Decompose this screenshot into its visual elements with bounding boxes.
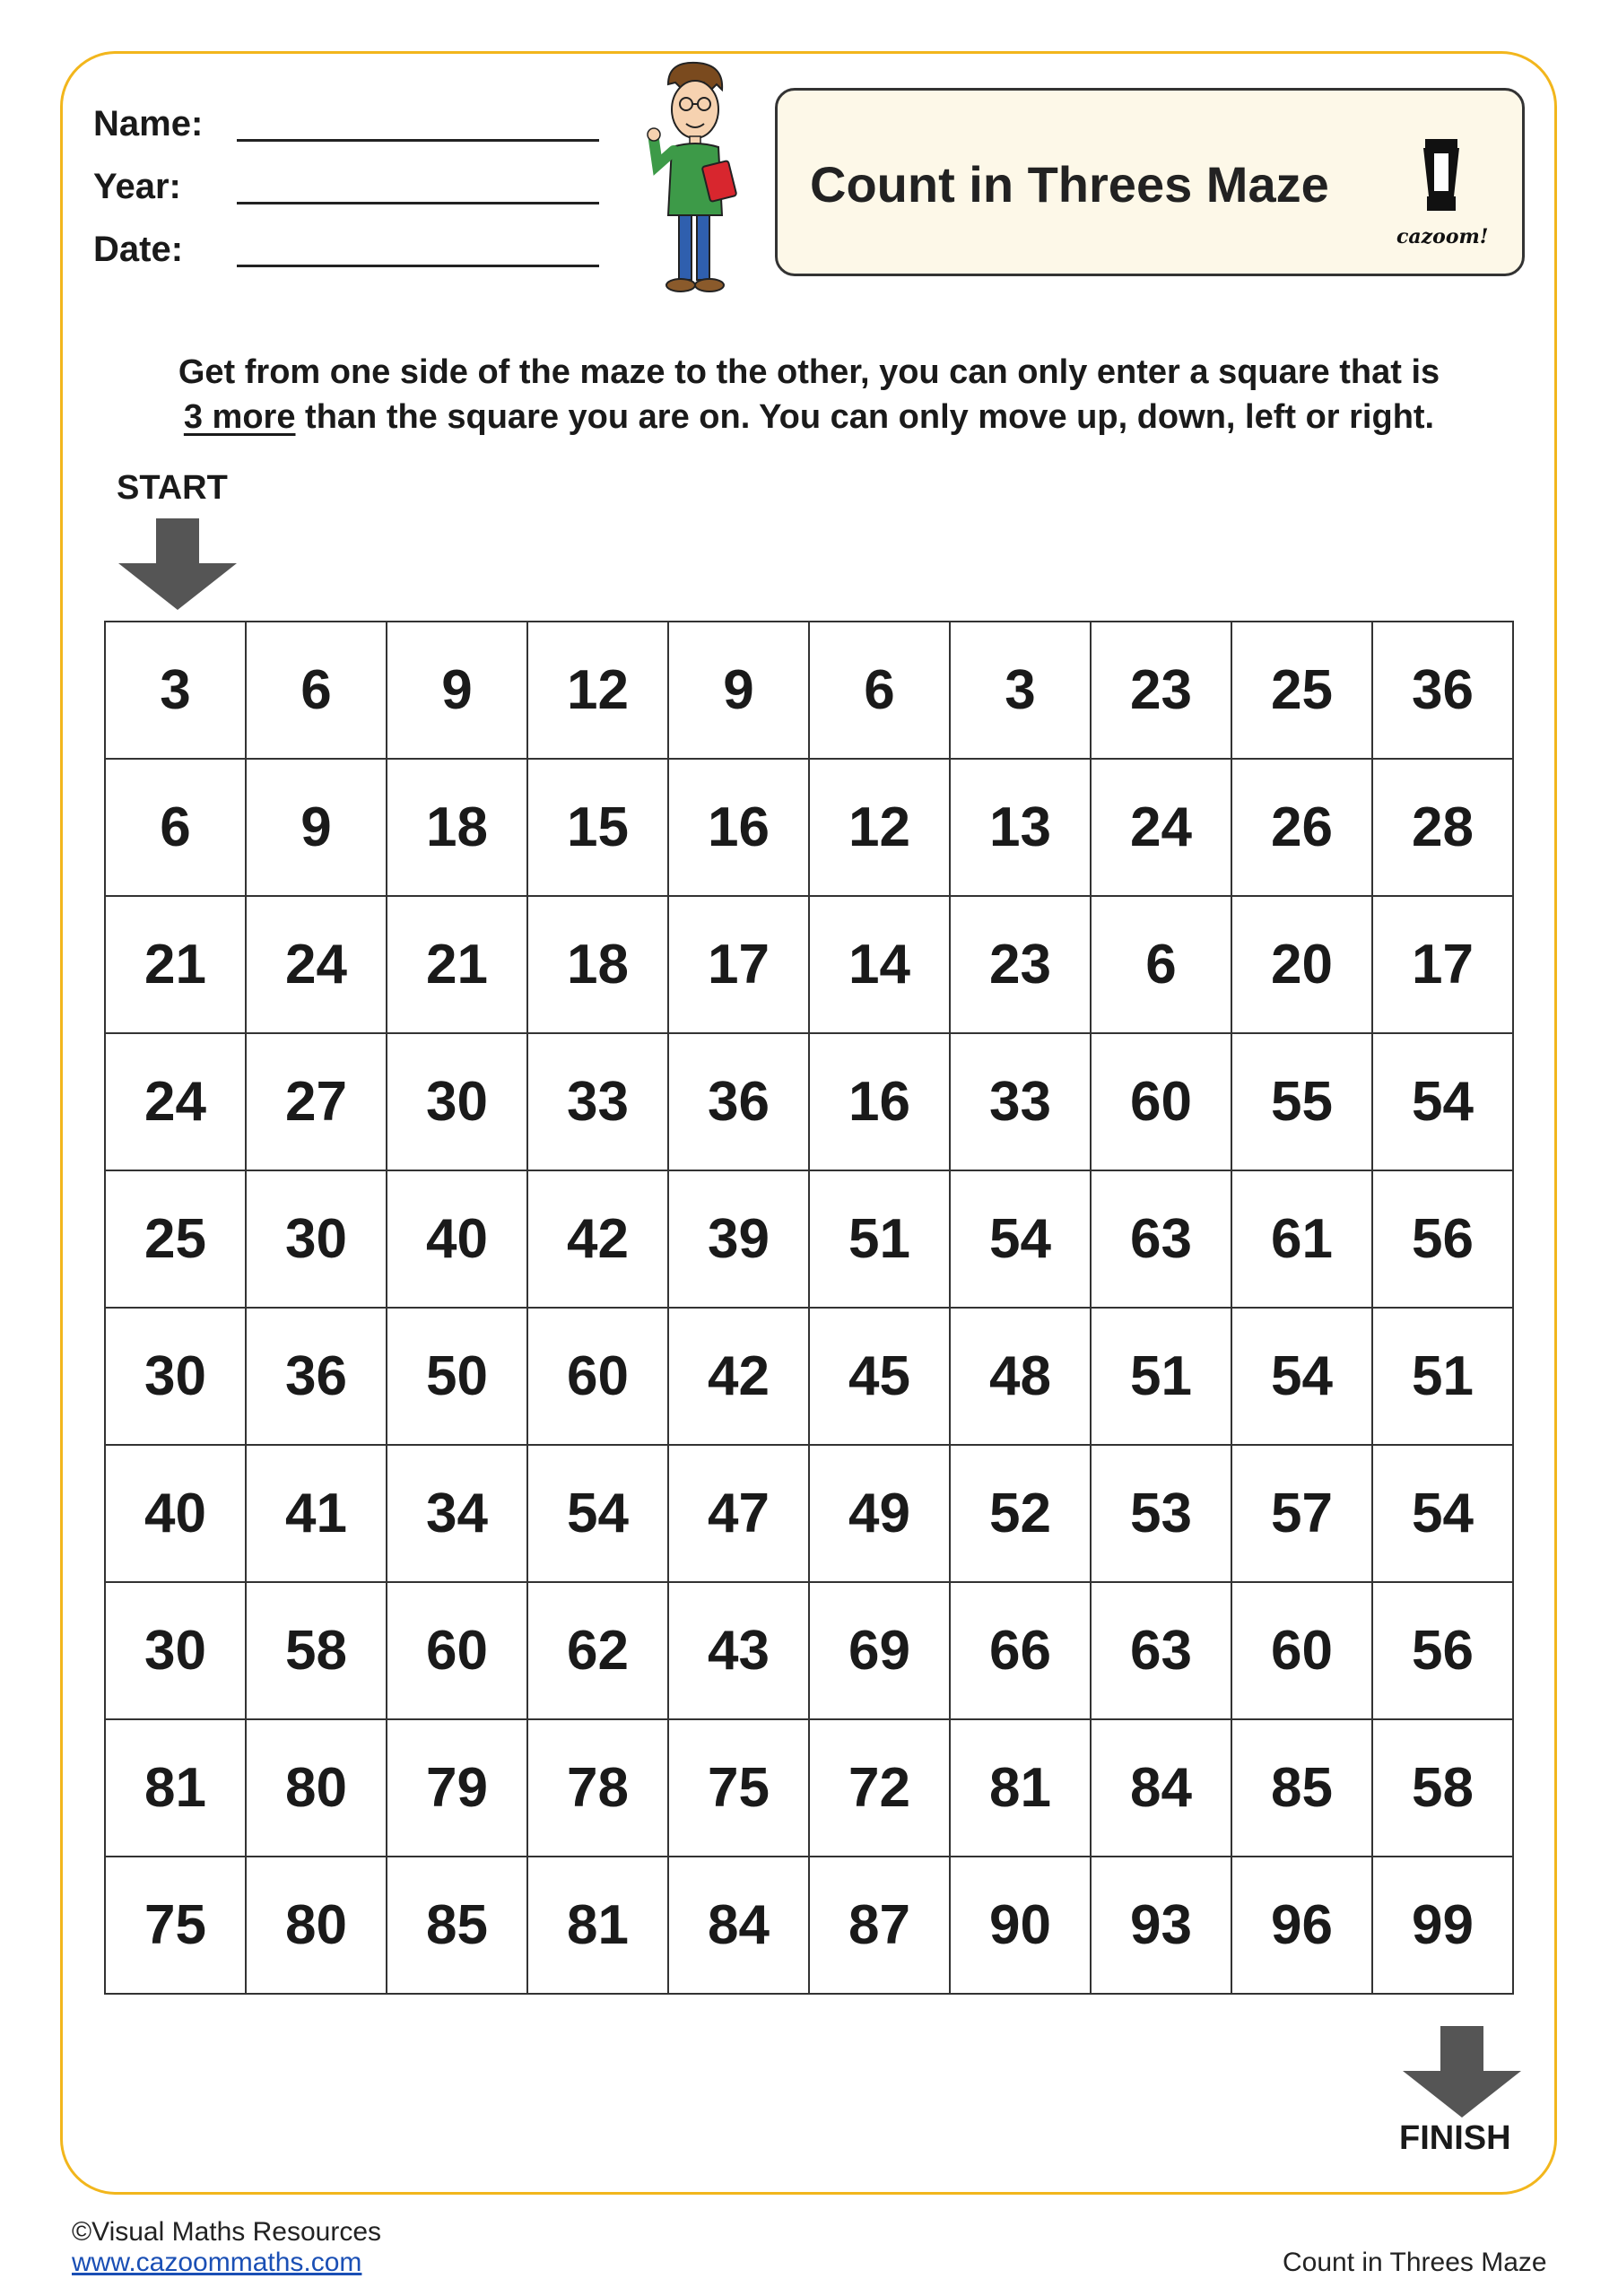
maze-cell[interactable]: 81 [105, 1719, 246, 1857]
maze-cell[interactable]: 21 [105, 896, 246, 1033]
footer-title: Count in Threes Maze [1283, 2248, 1547, 2277]
maze-cell[interactable]: 85 [1231, 1719, 1372, 1857]
maze-cell[interactable]: 96 [1231, 1857, 1372, 1994]
maze-cell[interactable]: 75 [105, 1857, 246, 1994]
date-label: Date: [93, 230, 184, 269]
maze-row [105, 1170, 1513, 1308]
name-line[interactable] [237, 139, 599, 142]
maze-cell[interactable]: 6 [809, 622, 950, 759]
maze-cell[interactable]: 56 [1372, 1582, 1513, 1719]
maze-cell[interactable]: 33 [527, 1033, 668, 1170]
maze-cell[interactable]: 16 [668, 759, 809, 896]
maze-cell[interactable]: 51 [1372, 1308, 1513, 1445]
maze-cell[interactable]: 27 [246, 1033, 387, 1170]
name-label: Name: [93, 104, 204, 144]
teacher-illustration [641, 57, 749, 300]
maze-cell[interactable]: 54 [950, 1170, 1091, 1308]
maze-cell[interactable]: 9 [387, 622, 527, 759]
date-line[interactable] [237, 265, 599, 267]
title-box [775, 88, 1525, 276]
maze-cell[interactable]: 57 [1231, 1445, 1372, 1582]
maze-cell[interactable]: 9 [668, 622, 809, 759]
maze-cell[interactable]: 78 [527, 1719, 668, 1857]
maze-cell[interactable]: 36 [1372, 622, 1513, 759]
maze-cell[interactable]: 25 [1231, 622, 1372, 759]
maze-cell[interactable]: 23 [1091, 622, 1231, 759]
maze-cell[interactable]: 13 [950, 759, 1091, 896]
maze-cell[interactable]: 17 [668, 896, 809, 1033]
maze-cell[interactable]: 42 [527, 1170, 668, 1308]
maze-cell[interactable]: 84 [668, 1857, 809, 1994]
maze-cell[interactable]: 18 [527, 896, 668, 1033]
maze-row [105, 1719, 1513, 1857]
maze-cell[interactable]: 93 [1091, 1857, 1231, 1994]
maze-cell[interactable]: 81 [950, 1719, 1091, 1857]
maze-grid [104, 621, 1514, 1995]
maze-cell[interactable]: 87 [809, 1857, 950, 1994]
maze-cell[interactable]: 3 [105, 622, 246, 759]
maze-cell[interactable]: 58 [246, 1582, 387, 1719]
maze-cell[interactable]: 53 [1091, 1445, 1231, 1582]
maze-cell[interactable]: 36 [668, 1033, 809, 1170]
maze-cell[interactable]: 48 [950, 1308, 1091, 1445]
maze-cell[interactable]: 54 [1372, 1033, 1513, 1170]
maze-cell[interactable]: 54 [1372, 1445, 1513, 1582]
maze-cell[interactable]: 6 [1091, 896, 1231, 1033]
maze-cell[interactable]: 63 [1091, 1170, 1231, 1308]
maze-cell[interactable]: 81 [527, 1857, 668, 1994]
maze-cell[interactable]: 39 [668, 1170, 809, 1308]
maze-cell[interactable]: 50 [387, 1308, 527, 1445]
maze-cell[interactable]: 30 [105, 1308, 246, 1445]
maze-cell[interactable]: 80 [246, 1857, 387, 1994]
maze-cell[interactable]: 60 [1091, 1033, 1231, 1170]
maze-cell[interactable]: 12 [527, 622, 668, 759]
maze-cell[interactable]: 72 [809, 1719, 950, 1857]
maze-cell[interactable]: 30 [105, 1582, 246, 1719]
finish-label: FINISH [1399, 2119, 1511, 2157]
finish-arrow-icon [1403, 2026, 1521, 2118]
instructions-underlined: 3 more [183, 398, 296, 436]
maze-cell[interactable]: 60 [527, 1308, 668, 1445]
maze-cell[interactable]: 60 [1231, 1582, 1372, 1719]
maze-cell[interactable]: 75 [668, 1719, 809, 1857]
maze-cell[interactable]: 54 [1231, 1308, 1372, 1445]
footer-link[interactable]: www.cazoommaths.com [72, 2248, 362, 2277]
maze-cell[interactable]: 12 [809, 759, 950, 896]
maze-cell[interactable]: 15 [527, 759, 668, 896]
maze-cell[interactable]: 42 [668, 1308, 809, 1445]
cazoom-logo [1396, 134, 1489, 248]
maze-cell[interactable]: 3 [950, 622, 1091, 759]
maze-row [105, 1445, 1513, 1582]
maze-cell[interactable]: 6 [246, 622, 387, 759]
maze-cell[interactable]: 40 [387, 1170, 527, 1308]
instructions-part1: Get from one side of the maze to the other, you can only enter a square that is [178, 353, 1440, 391]
maze-cell[interactable]: 30 [387, 1033, 527, 1170]
maze-cell[interactable]: 28 [1372, 759, 1513, 896]
year-line[interactable] [237, 202, 599, 204]
maze-cell[interactable]: 9 [246, 759, 387, 896]
maze-cell[interactable]: 20 [1231, 896, 1372, 1033]
maze-row [105, 622, 1513, 759]
maze-cell[interactable]: 52 [950, 1445, 1091, 1582]
maze-cell[interactable]: 34 [387, 1445, 527, 1582]
maze-cell[interactable]: 33 [950, 1033, 1091, 1170]
maze-cell[interactable]: 66 [950, 1582, 1091, 1719]
maze-cell[interactable]: 90 [950, 1857, 1091, 1994]
maze-row [105, 896, 1513, 1033]
maze-row [105, 759, 1513, 896]
maze-cell[interactable]: 80 [246, 1719, 387, 1857]
maze-cell[interactable]: 62 [527, 1582, 668, 1719]
maze-cell[interactable]: 84 [1091, 1719, 1231, 1857]
maze-cell[interactable]: 21 [387, 896, 527, 1033]
maze-cell[interactable]: 30 [246, 1170, 387, 1308]
maze-cell[interactable]: 14 [809, 896, 950, 1033]
maze-row [105, 1308, 1513, 1445]
maze-cell[interactable]: 26 [1231, 759, 1372, 896]
maze-cell[interactable]: 24 [1091, 759, 1231, 896]
footer-copyright: ©Visual Maths Resources [72, 2217, 382, 2247]
year-label: Year: [93, 167, 181, 206]
instructions-part2: than the square you are on. You can only move up, down, left or right. [305, 398, 1435, 436]
maze-cell[interactable]: 36 [246, 1308, 387, 1445]
maze-cell[interactable]: 47 [668, 1445, 809, 1582]
maze-cell[interactable]: 17 [1372, 896, 1513, 1033]
maze-cell[interactable]: 49 [809, 1445, 950, 1582]
maze-cell[interactable]: 16 [809, 1033, 950, 1170]
maze-cell[interactable]: 69 [809, 1582, 950, 1719]
start-arrow-icon [118, 518, 237, 610]
maze-cell[interactable]: 56 [1372, 1170, 1513, 1308]
maze-cell[interactable]: 18 [387, 759, 527, 896]
worksheet-title: Count in Threes Maze [810, 156, 1329, 213]
instructions [99, 350, 1519, 439]
maze-cell[interactable]: 61 [1231, 1170, 1372, 1308]
maze-cell[interactable]: 40 [105, 1445, 246, 1582]
maze-row [105, 1857, 1513, 1994]
maze-cell[interactable]: 51 [1091, 1308, 1231, 1445]
maze-cell[interactable]: 55 [1231, 1033, 1372, 1170]
maze-cell[interactable]: 25 [105, 1170, 246, 1308]
logo-text: cazoom! [1396, 225, 1489, 248]
maze-cell[interactable]: 63 [1091, 1582, 1231, 1719]
maze-cell[interactable]: 58 [1372, 1719, 1513, 1857]
cazoom-logo-icon [1396, 134, 1486, 223]
maze-cell[interactable]: 79 [387, 1719, 527, 1857]
maze-cell[interactable]: 43 [668, 1582, 809, 1719]
maze-cell[interactable]: 6 [105, 759, 246, 896]
maze-cell[interactable]: 60 [387, 1582, 527, 1719]
maze-cell[interactable]: 24 [105, 1033, 246, 1170]
maze-cell[interactable]: 45 [809, 1308, 950, 1445]
maze-cell[interactable]: 54 [527, 1445, 668, 1582]
maze-cell[interactable]: 23 [950, 896, 1091, 1033]
maze-row [105, 1582, 1513, 1719]
maze-row [105, 1033, 1513, 1170]
start-label: START [117, 469, 228, 507]
maze-cell[interactable]: 99 [1372, 1857, 1513, 1994]
maze-cell[interactable]: 24 [246, 896, 387, 1033]
maze-cell[interactable]: 51 [809, 1170, 950, 1308]
maze-cell[interactable]: 41 [246, 1445, 387, 1582]
maze-cell[interactable]: 85 [387, 1857, 527, 1994]
